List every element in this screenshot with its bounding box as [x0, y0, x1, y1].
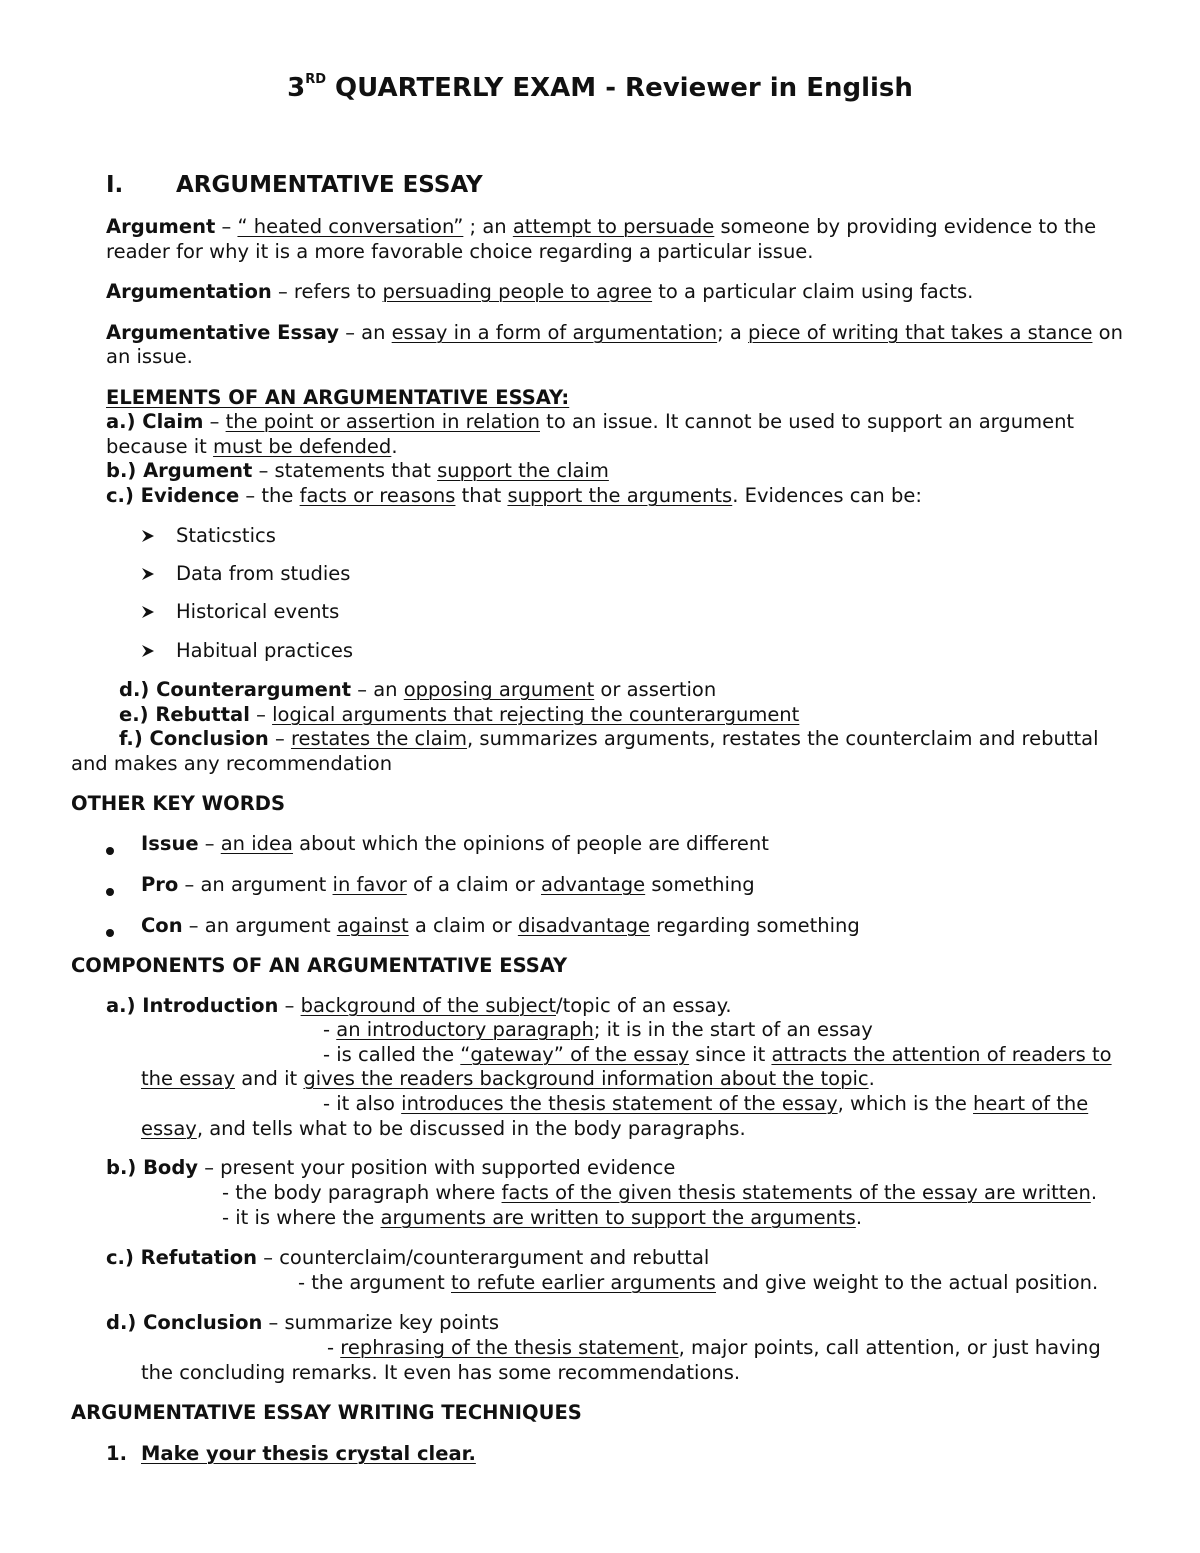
component-refutation-line: - the argument to refute earlier arguments and give weight to the actual position. — [298, 1271, 1099, 1294]
element-counterargument: d.) Counterargument – an opposing argument or assertion — [119, 678, 717, 701]
component-introduction-line: - it also introduces the thesis statement of the essay, which is the heart of the — [323, 1092, 1089, 1115]
section-number: I. — [106, 172, 124, 198]
components-heading: COMPONENTS OF AN ARGUMENTATIVE ESSAY — [71, 954, 568, 977]
component-introduction-line: the essay and it gives the readers background information about the topic. — [141, 1067, 875, 1090]
element-argument: b.) Argument – statements that support the claim — [106, 459, 609, 482]
definition-argument: Argument – “ heated conversation” ; an attempt to persuade someone by providing evidence to the — [106, 215, 1097, 238]
component-conclusion-line: the concluding remarks. It even has some recommendations. — [141, 1361, 741, 1384]
technique-number: 1. — [106, 1442, 127, 1465]
round-bullet-icon — [105, 922, 115, 942]
section-heading — [106, 174, 123, 197]
list-item: Staticstics — [176, 524, 276, 547]
techniques-heading: ARGUMENTATIVE ESSAY WRITING TECHNIQUES — [71, 1401, 582, 1424]
component-conclusion: d.) Conclusion – summarize key points — [106, 1311, 500, 1334]
keywords-heading: OTHER KEY WORDS — [71, 792, 285, 815]
element-claim: a.) Claim – the point or assertion in relation to an issue. It cannot be used to support an argument — [106, 410, 1075, 433]
arrowhead-bullet-icon — [140, 566, 156, 586]
list-item: Historical events — [176, 600, 340, 623]
round-bullet-icon — [105, 881, 115, 901]
definition-argumentative-essay: Argumentative Essay – an essay in a form of argumentation; a piece of writing that takes a stance on — [106, 321, 1123, 344]
component-conclusion-line: - rephrasing of the thesis statement, major points, call attention, or just having — [327, 1336, 1101, 1359]
element-conclusion-cont: and makes any recommendation — [71, 752, 393, 775]
component-introduction-line: essay, and tells what to be discussed in the body paragraphs. — [141, 1117, 746, 1140]
element-evidence: c.) Evidence – the facts or reasons that support the arguments. Evidences can be: — [106, 484, 922, 507]
definition-argument-cont: reader for why it is a more favorable choice regarding a particular issue. — [106, 240, 814, 263]
keyword-issue: Issue – an idea about which the opinions of people are different — [141, 832, 769, 855]
component-introduction: a.) Introduction – background of the subject/topic of an essay. — [106, 994, 732, 1017]
definition-argumentation: Argumentation – refers to persuading people to agree to a particular claim using facts. — [106, 280, 974, 303]
element-rebuttal: e.) Rebuttal – logical arguments that rejecting the counterargument — [119, 703, 800, 726]
list-item: Habitual practices — [176, 639, 353, 662]
component-body-line: - it is where the arguments are written to support the arguments. — [222, 1206, 863, 1229]
component-introduction-line: - is called the “gateway” of the essay since it attracts the attention of readers to — [323, 1043, 1112, 1066]
keyword-pro: Pro – an argument in favor of a claim or advantage something — [141, 873, 755, 896]
technique-item: Make your thesis crystal clear. — [141, 1442, 476, 1465]
arrowhead-bullet-icon — [140, 604, 156, 624]
section-title: ARGUMENTATIVE ESSAY — [176, 172, 483, 198]
keyword-con: Con – an argument against a claim or disadvantage regarding something — [141, 914, 860, 937]
arrowhead-bullet-icon — [140, 528, 156, 548]
component-refutation: c.) Refutation – counterclaim/counterargument and rebuttal — [106, 1246, 710, 1269]
component-body-line: - the body paragraph where facts of the given thesis statements of the essay are written. — [222, 1181, 1098, 1204]
definition-argumentative-essay-cont: an issue. — [106, 345, 193, 368]
round-bullet-icon — [105, 840, 115, 860]
element-claim-cont: because it must be defended. — [106, 435, 398, 458]
elements-heading: ELEMENTS OF AN ARGUMENTATIVE ESSAY: — [106, 386, 570, 409]
list-item: Data from studies — [176, 562, 351, 585]
arrowhead-bullet-icon — [140, 643, 156, 663]
element-conclusion: f.) Conclusion – restates the claim, summarizes arguments, restates the counterclaim and rebuttal — [119, 727, 1099, 750]
component-introduction-line: - an introductory paragraph; it is in the start of an essay — [323, 1018, 873, 1041]
page-title: 3RD QUARTERLY EXAM - Reviewer in English — [287, 72, 913, 103]
component-body: b.) Body – present your position with supported evidence — [106, 1156, 676, 1179]
